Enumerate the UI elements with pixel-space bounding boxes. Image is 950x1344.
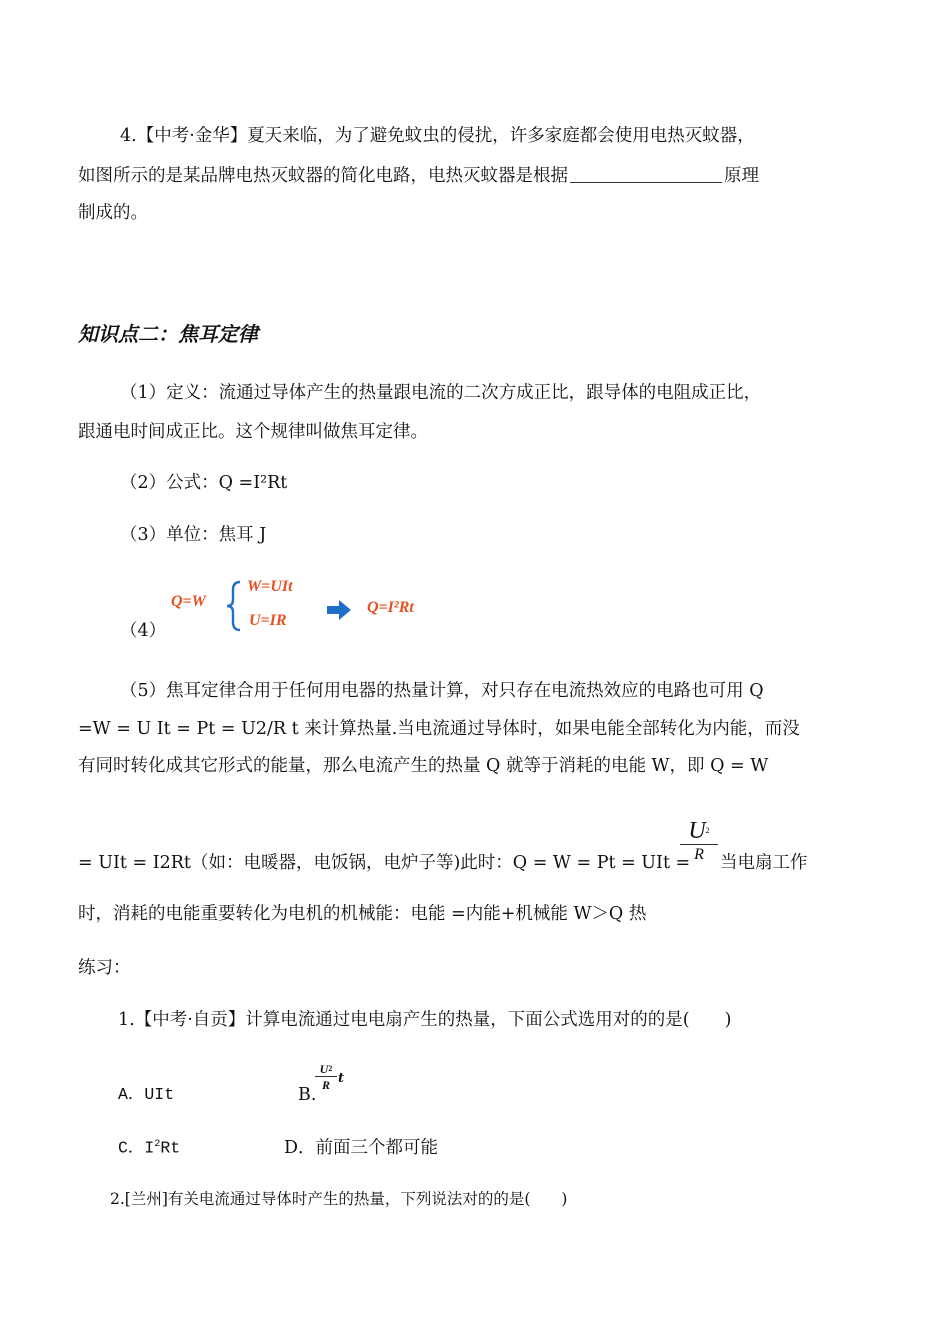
q1-b-numerator: U	[319, 1062, 329, 1076]
diagram-u-equals-ir: U=IR	[249, 612, 287, 629]
brace-icon	[224, 580, 246, 632]
p5-line4-end: 当电扇工作	[720, 853, 808, 873]
p3-unit: （3）单位：焦耳 J	[120, 525, 267, 545]
fraction-u2-over-r	[680, 818, 718, 865]
section-heading: 知识点二：焦耳定律	[78, 322, 258, 346]
q1-option-a[interactable]: A．UIt	[118, 1085, 175, 1104]
q1-b-t: t	[338, 1071, 345, 1086]
q4-line2-text: 如图所示的是某品牌电热灭蚊器的简化电路，电热灭蚊器是根据	[78, 166, 568, 186]
arrow-right-icon	[326, 599, 352, 621]
q4-line3: 制成的。	[78, 203, 148, 223]
p1-line1: （1）定义：流通过导体产生的热量跟电流的二次方成正比，跟导体的电阻成正比，	[120, 383, 762, 403]
formula-diagram	[160, 572, 430, 636]
fraction-denominator: R	[694, 846, 704, 863]
q1-option-d[interactable]: D．前面三个都可能	[284, 1138, 439, 1158]
p5-line1: （5）焦耳定律合用于任何用电器的热量计算，对只存在电流热效应的电路也可用 Q	[120, 681, 764, 701]
p4-label: （4）	[120, 621, 167, 641]
q4-line2-end: 原理	[724, 166, 759, 186]
diagram-result: Q=I²Rt	[367, 599, 414, 616]
fraction-numerator: U	[688, 818, 706, 844]
q2-stem: 2.[兰州]有关电流通过导体时产生的热量，下列说法对的的是( )	[110, 1190, 568, 1208]
q1-c-text: C．I	[118, 1138, 155, 1158]
p1-line2: 跟通电时间成正比。这个规律叫做焦耳定律。	[78, 422, 428, 442]
q1-option-c[interactable]	[118, 1140, 180, 1157]
q1-stem: 1.【中考·自贡】计算电流通过电电扇产生的热量，下面公式选用对的的是( )	[118, 1010, 732, 1030]
fraction-exponent: 2	[705, 826, 710, 835]
q1-b-exponent: 2	[328, 1064, 333, 1073]
p5-line4: = UIt = I2Rt（如：电暖器，电饭锅，电炉子等)此时：Q = W = Pt = UIt =	[78, 853, 691, 873]
p5-line3: 有同时转化成其它形式的能量，那么电流产生的热量 Q 就等于消耗的电能 W，即 Q = W	[78, 756, 769, 776]
p2-formula: （2）公式：Q =I²Rt	[120, 473, 288, 493]
diagram-w-equals-uit: W=UIt	[247, 578, 293, 595]
q1-b-denominator: R	[321, 1078, 330, 1092]
diagram-q-equals-w: Q=W	[171, 593, 206, 610]
q1-option-b[interactable]: B.	[298, 1085, 317, 1105]
p5-line5: 时，消耗的电能重要转化为电机的机械能：电能 =内能+机械能 W＞Q 热	[78, 904, 647, 924]
q4-line1: 4.【中考·金华】夏天来临，为了避免蚊虫的侵扰，许多家庭都会使用电热灭蚊器，	[120, 126, 755, 146]
answer-blank[interactable]	[570, 166, 722, 183]
q1-c-exponent: 2	[154, 1139, 161, 1150]
q1-option-b-fraction	[315, 1062, 337, 1093]
practice-label: 练习：	[78, 958, 131, 978]
p5-line2: =W = U It = Pt = U2/R t 来计算热量.当电流通过导体时，如果电能全部转化为内能，而没	[78, 719, 800, 739]
q1-c-rt: Rt	[160, 1138, 181, 1158]
q4-line2	[78, 166, 759, 186]
